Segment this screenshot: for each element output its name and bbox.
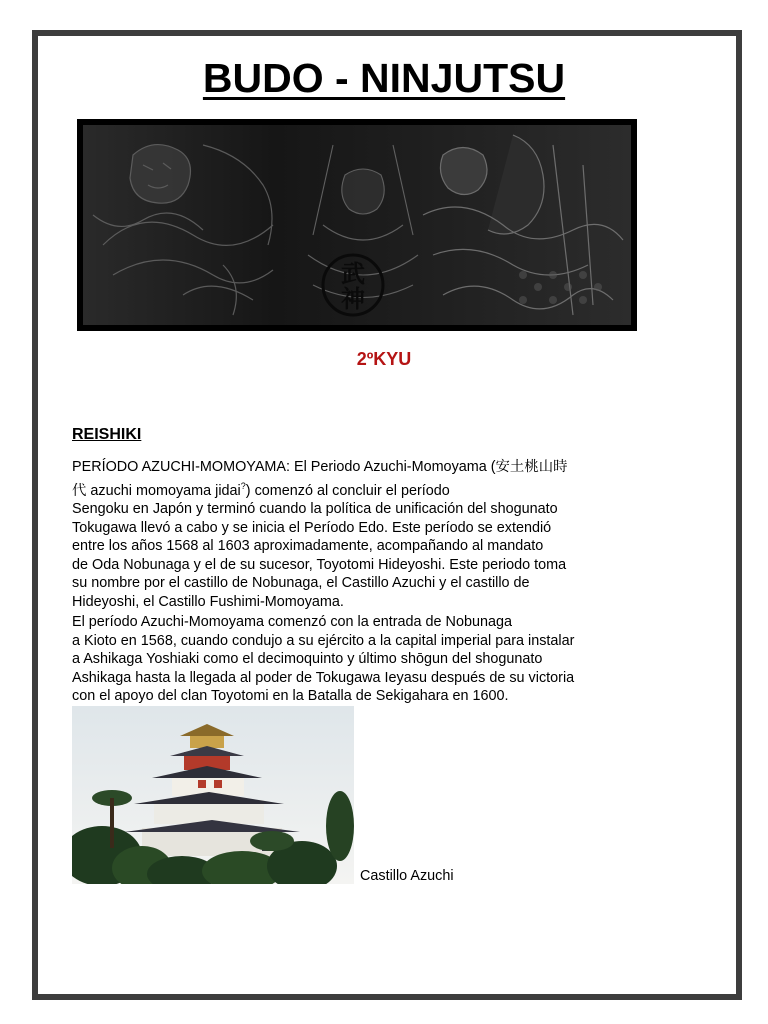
paragraph-line: su nombre por el castillo de Nobunaga, el Castillo Azuchi y el castillo de: [72, 575, 530, 592]
page-title: BUDO - NINJUTSU: [202, 55, 566, 101]
paragraph-line: entre los años 1568 al 1603 aproximadamente, acompañando al mandato: [72, 538, 544, 555]
paragraph-line: Hideyoshi, el Castillo Fushimi-Momoyama.: [72, 593, 344, 610]
photo-caption: Castillo Azuchi: [360, 868, 454, 884]
paragraph-line: 代 azuchi momoyama jidai?) comenzó al concluir el período: [72, 480, 450, 499]
section-heading: REISHIKI: [72, 426, 142, 443]
paragraph-1: [72, 458, 632, 612]
emblem-char-1: 武: [341, 260, 365, 288]
paragraph-line: de Oda Nobunaga y el de su sucesor, Toyotomi Hideyoshi. Este periodo toma: [72, 556, 567, 573]
banner-image: [77, 119, 637, 331]
paragraph-line: Ashikaga hasta la llegada al poder de Tokugawa Ieyasu después de su victoria: [72, 669, 575, 686]
paragraph-line: Tokugawa llevó a cabo y se inicia el Período Edo. Este período se extendió: [72, 519, 552, 536]
banner-artwork: [83, 125, 631, 325]
emblem-char-2: 神: [341, 285, 365, 313]
paragraph-line: Sengoku en Japón y terminó cuando la política de unificación del shogunato: [72, 500, 558, 517]
paragraph-line: a Kioto en 1568, cuando condujo a su ejército a la capital imperial para instalar: [72, 632, 575, 649]
paragraph-line: El período Azuchi-Momoyama comenzó con la entrada de Nobunaga: [72, 614, 512, 630]
castle-photo: [72, 706, 354, 884]
rank-label: 2ºKYU: [356, 349, 412, 369]
paragraph-2: [72, 613, 632, 706]
paragraph-line: a Ashikaga Yoshiaki como el decimoquinto y último shōgun del shogunato: [72, 651, 543, 668]
paragraph-line: PERÍODO AZUCHI-MOMOYAMA: El Periodo Azuchi-Momoyama (安土桃山時: [72, 459, 568, 475]
paragraph-line: con el apoyo del clan Toyotomi en la Batalla de Sekigahara en 1600.: [72, 688, 509, 705]
